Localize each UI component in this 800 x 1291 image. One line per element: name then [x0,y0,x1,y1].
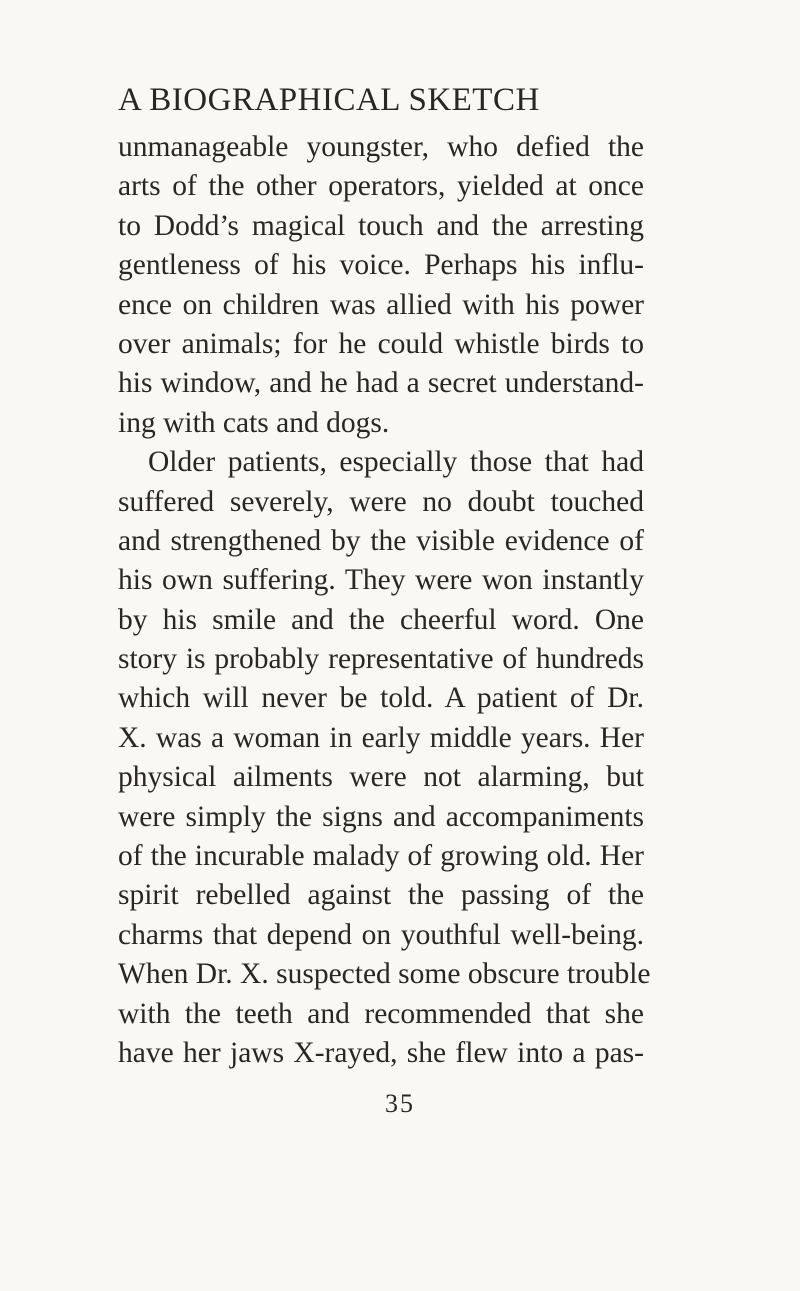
text-line: Older patients, especially those that had [148,446,644,479]
text-line: with the teeth and recommended that she [118,997,644,1030]
text-line: X. was a woman in early middle years. Her [118,721,644,754]
text-line: charms that depend on youthful well-being. [118,918,644,951]
text-line: have her jaws X-rayed, she flew into a pas- [118,1036,644,1069]
text-line: arts of the other operators, yielded at once [118,170,644,203]
text-line: which will never be told. A patient of Dr. [118,682,644,715]
text-line: of the incurable malady of growing old. Her [118,840,644,873]
text-line: physical ailments were not alarming, but [118,761,644,794]
text-line: to Dodd’s magical touch and the arresting [118,209,644,242]
text-line: unmanageable youngster, who defied the [118,131,644,163]
text-line: gentleness of his voice. Perhaps his influ- [118,249,644,282]
text-line: were simply the signs and accompaniments [118,800,644,833]
text-line: suffered severely, were no doubt touched [118,485,644,518]
text-line: story is probably representative of hundreds [118,643,644,676]
text-line: his window, and he had a secret understand- [118,367,644,400]
text-line: by his smile and the cheerful word. One [118,603,644,636]
text-line: ence on children was allied with his power [118,288,644,321]
text-line: When Dr. X. suspected some obscure trouble [118,958,651,991]
text-line: and strengthened by the visible evidence of [118,524,644,557]
text-line: his own suffering. They were won instantly [118,564,644,597]
text-line: ing with cats and dogs. [118,406,390,439]
text-line: over animals; for he could whistle birds to [118,327,644,360]
text-line: spirit rebelled against the passing of the [118,879,644,912]
running-head: A BIOGRAPHICAL SKETCH [118,82,540,118]
page-number: 35 [385,1089,415,1118]
body-text [118,128,651,1073]
